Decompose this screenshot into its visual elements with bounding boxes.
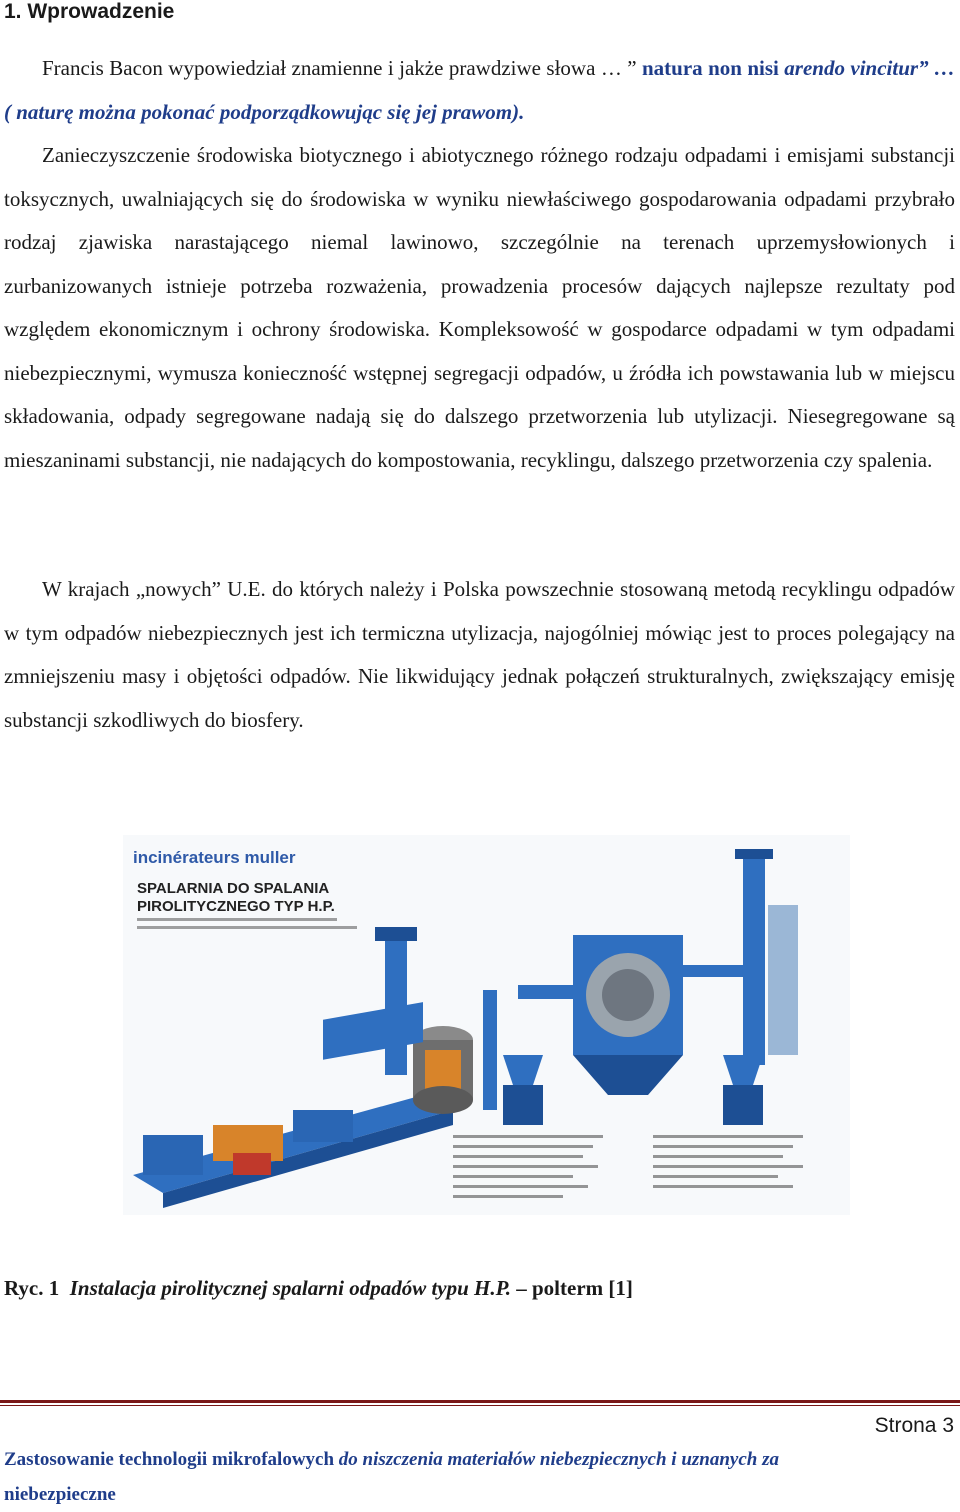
latin-quote-start: natura non nisi <box>641 56 779 80</box>
section-heading: 1. Wprowadzenie <box>4 0 175 23</box>
incinerator-illustration <box>123 835 850 1215</box>
figure-legend <box>453 1135 803 1198</box>
caption-label: Ryc. 1 <box>4 1276 60 1300</box>
figure-caption <box>4 1272 633 1304</box>
caption-source: – polterm [1] <box>516 1276 633 1300</box>
figure-title-line2: PIROLITYCZNEGO TYP H.P. <box>137 898 335 915</box>
conveyor-line <box>133 1095 453 1208</box>
quote-translation: ” … ( naturę można pokonać podporządkowując się jej prawom). <box>4 56 955 124</box>
footer-part-a: Zastosowanie technologii mikrofalowych <box>4 1449 335 1470</box>
paragraph-pollution: Zanieczyszczenie środowiska biotycznego i abiotycznego różnego rodzaju odpadami i emisjami substancji toksycznych, uwalniających się do środowiska w wyniku niewłaściwego gospodarowania odpadami przybrało rodzaj zjawiska narastającego niemal lawinowo, szczególnie na terenach uprzemysłowionych i zurbanizowanych istnieje potrzeba rozważenia, prowadzenia procesów dających najlepsze rezultaty pod względem ekonomicznym i ochrony środowiska. Kompleksowość w gospodarce odpadami w tym odpadami niebezpiecznymi, wymusza konieczność wstępnej segregacji odpadów, u źródła ich powstawania lub w miejscu składowania, odpady segregowane nadają się do dalszego przetworzenia lub utylizacji. Niesegregowane są mieszaninami substancji, nie nadających do kompostowania, recyklingu, dalszego przetworzenia czy spalenia. <box>4 143 955 472</box>
page-number: Strona 3 <box>874 1414 954 1437</box>
footer-divider-thin <box>0 1405 960 1406</box>
figure-subtitle-lines <box>137 918 357 929</box>
caption-title: Instalacja pirolitycznej spalarni odpadów typu H.P. <box>69 1276 511 1300</box>
chimney <box>683 849 798 1065</box>
paragraph-intro <box>4 47 955 134</box>
footer-part-c: niebezpieczne <box>4 1484 116 1505</box>
figure-brand: incinérateurs muller <box>133 848 296 867</box>
latin-quote-end: arendo vincitur <box>784 56 919 80</box>
footer-part-b: do niszczenia materiałów niebezpiecznych i uznanych za <box>338 1449 779 1470</box>
paragraph-recycling: W krajach „nowych” U.E. do których należy i Polska powszechnie stosowaną metodą recyklingu odpadów w tym odpadów niebezpiecznych jest ich termiczna utylizacja, najogólniej mówiąc jest to proces polegający na zmniejszeniu masy i objętości odpadów. Nie likwidujący jednak połączeń strukturalnych, zwiększający emisję substancji szkodliwych do biosfery. <box>4 577 955 732</box>
footer-divider-thick <box>0 1400 960 1403</box>
incinerator-figure <box>123 835 850 1215</box>
figure-title-line1: SPALARNIA DO SPALANIA <box>137 880 330 897</box>
bucket-elevator <box>375 927 417 1075</box>
running-footer <box>4 1442 955 1512</box>
quote-lead: Francis Bacon wypowiedział znamienne i jakże prawdziwe słowa … ” <box>42 56 637 80</box>
